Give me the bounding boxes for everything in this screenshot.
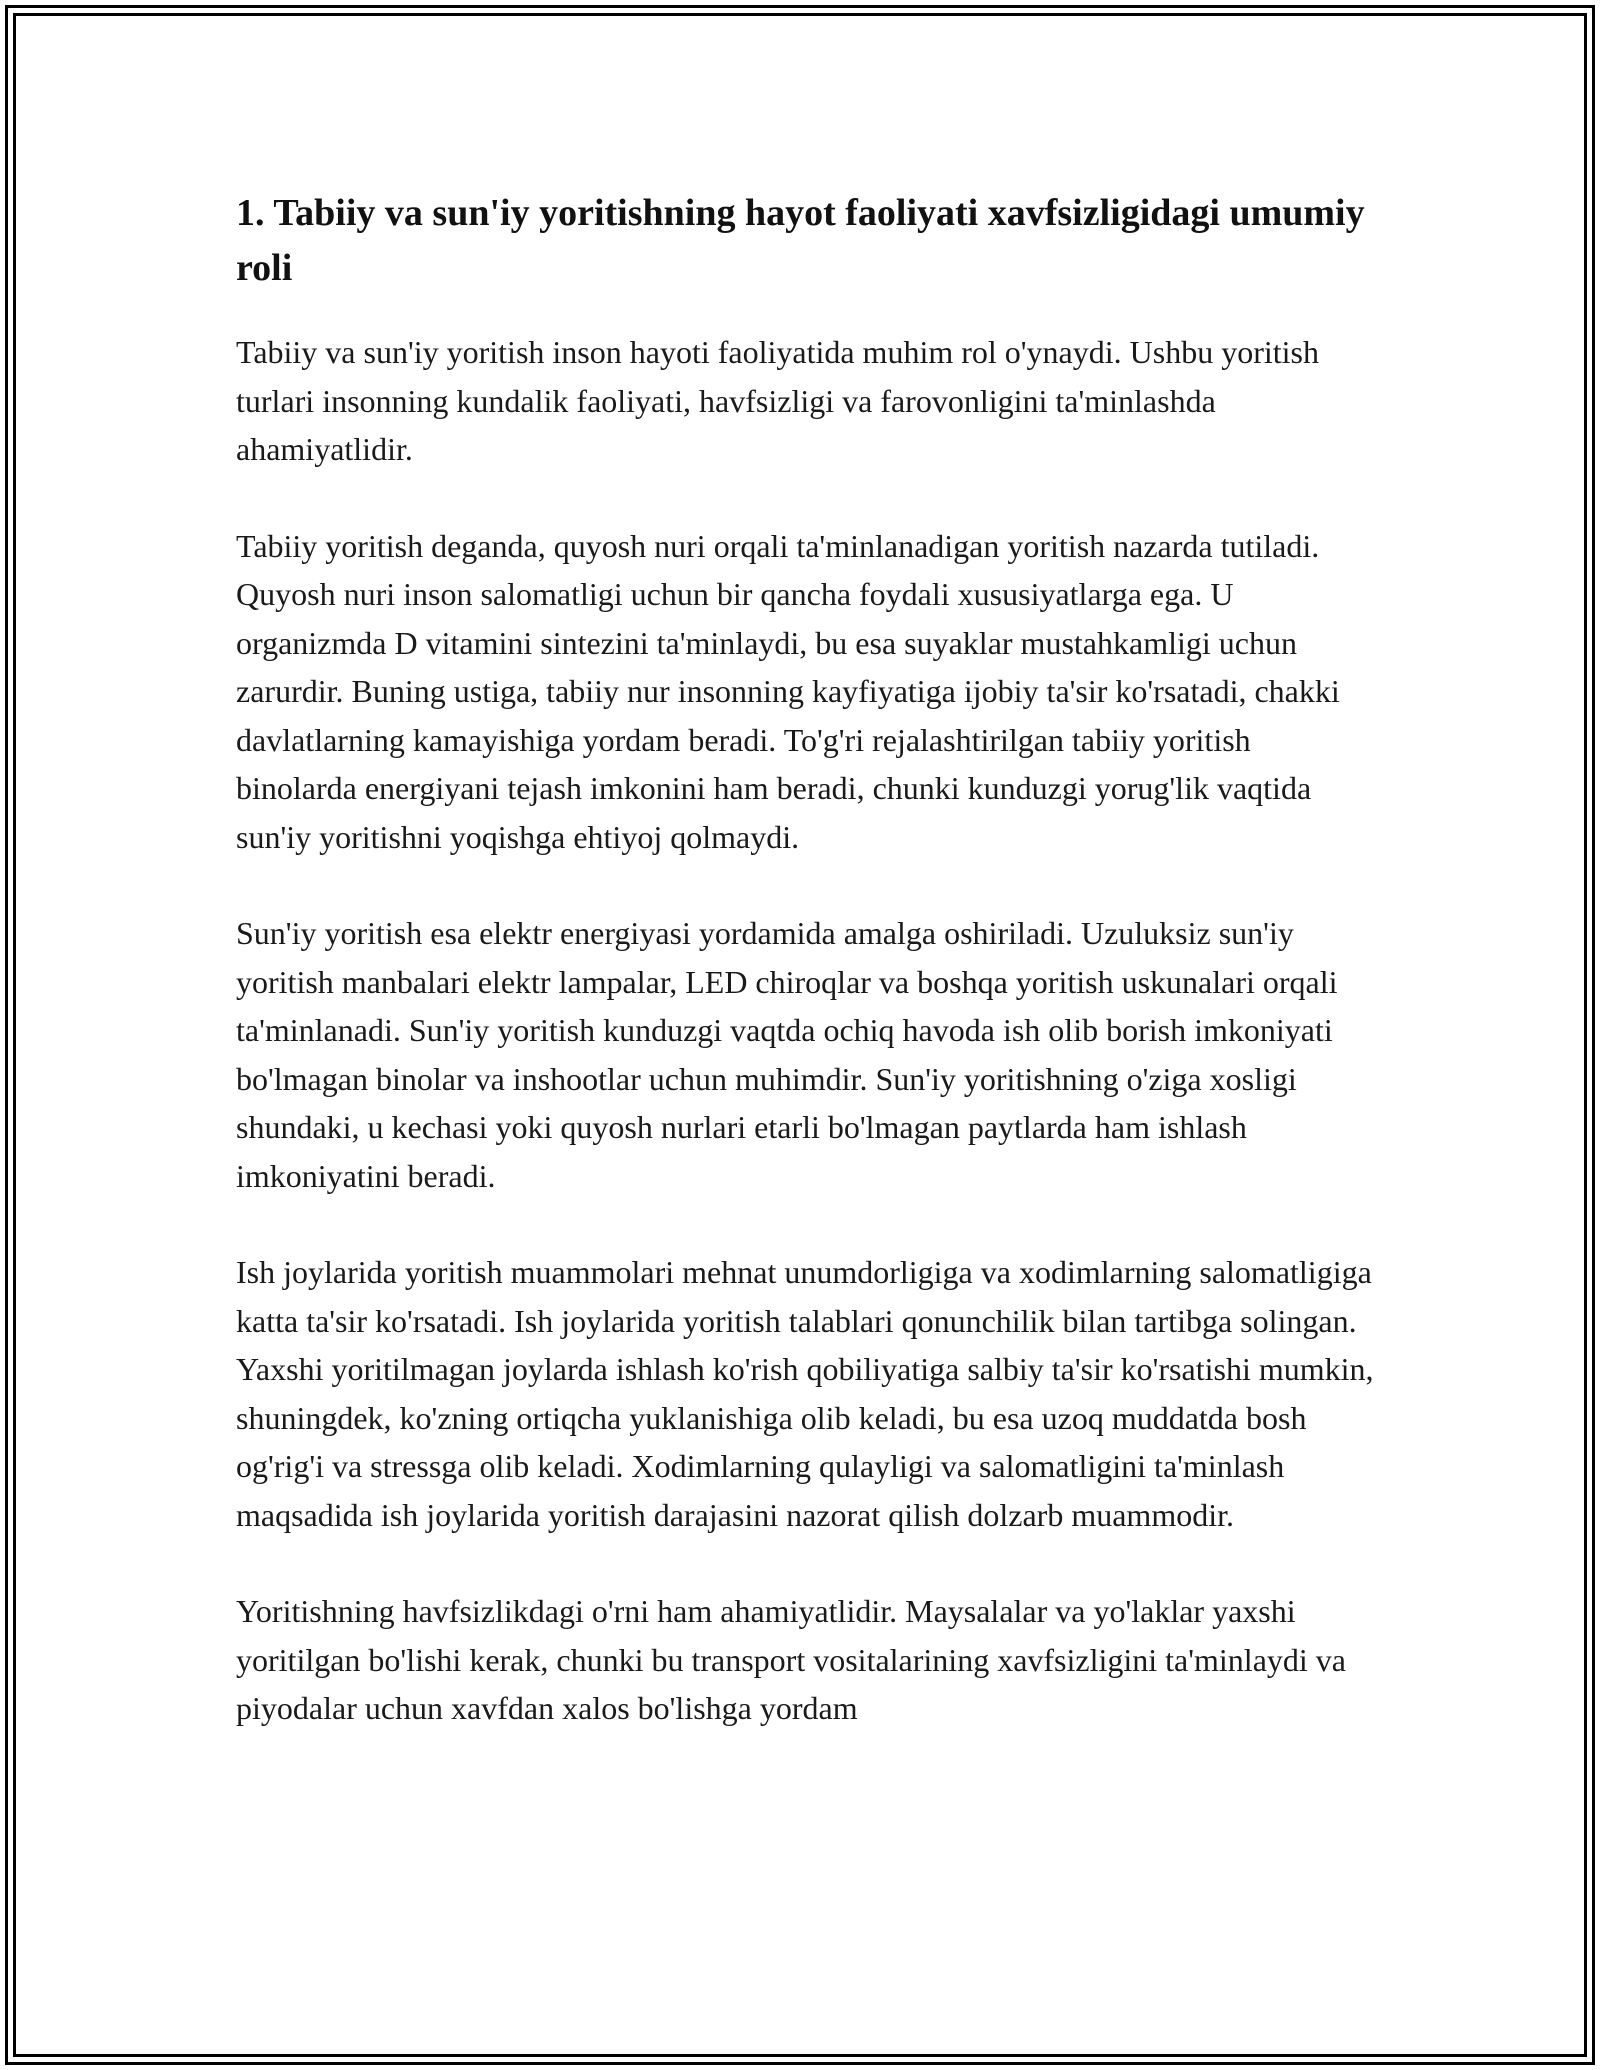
document-body (236, 186, 1376, 1781)
section-heading: 1. Tabiiy va sun'iy yoritishning hayot faoliyati xavfsizligidagi umumiy roli (236, 192, 1365, 289)
paragraph-workplace-lighting: Ish joylarida yoritish muammolari mehnat unumdorligiga va xodimlarning salomatligiga katta ta'sir ko'rsatadi. Ish joylarida yoritish talablari qonunchilik bilan tartibga solingan. Yaxshi yoritilmagan joylarda ishlash ko'rish qobiliyatiga salbiy ta'sir ko'rsatishi mumkin, shuningdek, ko'zning ortiqcha yuklanishiga olib keladi, bu esa uzoq muddatda bosh og'rig'i va stressga olib keladi. Xodimlarning qulayligi va salomatligini ta'minlash maqsadida ish joylarida yoritish darajasini nazorat qilish dolzarb muammodir. (236, 1254, 1374, 1533)
paragraph-safety-lighting: Yoritishning havfsizlikdagi o'rni ham ahamiyatlidir. Maysalalar va yo'laklar yaxshi yoritilgan bo'lishi kerak, chunki bu transport vositalarining xavfsizligini ta'minlaydi va piyodalar uchun xavfdan xalos bo'lishga yordam (236, 1593, 1346, 1726)
paragraph-intro: Tabiiy va sun'iy yoritish inson hayoti faoliyatida muhim rol o'ynaydi. Ushbu yoritish turlari insonning kundalik faoliyati, havfsizligi va farovonligini ta'minlashda ahamiyatlidir. (236, 334, 1319, 467)
paragraph-artificial-lighting: Sun'iy yoritish esa elektr energiyasi yordamida amalga oshiriladi. Uzuluksiz sun'iy yoritish manbalari elektr lampalar, LED chiroqlar va boshqa yoritish uskunalari orqali ta'minlanadi. Sun'iy yoritish kunduzgi vaqtda ochiq havoda ish olib borish imkoniyati bo'lmagan binolar va inshootlar uchun muhimdir. Sun'iy yoritishning o'ziga xosligi shundaki, u kechasi yoki quyosh nurlari etarli bo'lmagan paytlarda ham ishlash imkoniyatini beradi. (236, 915, 1338, 1194)
paragraph-natural-lighting: Tabiiy yoritish deganda, quyosh nuri orqali ta'minlanadigan yoritish nazarda tutiladi. Quyosh nuri inson salomatligi uchun bir qancha foydali xususiyatlarga ega. U organizmda D vitamini sintezini ta'minlaydi, bu esa suyaklar mustahkamligi uchun zarurdir. Buning ustiga, tabiiy nur insonning kayfiyatiga ijobiy ta'sir ko'rsatadi, chakki davlatlarning kamayishiga yordam beradi. To'g'ri rejalashtirilgan tabiiy yoritish binolarda energiyani tejash imkonini ham beradi, chunki kunduzgi yorug'lik vaqtida sun'iy yoritishni yoqishga ehtiyoj qolmaydi. (236, 527, 1340, 855)
